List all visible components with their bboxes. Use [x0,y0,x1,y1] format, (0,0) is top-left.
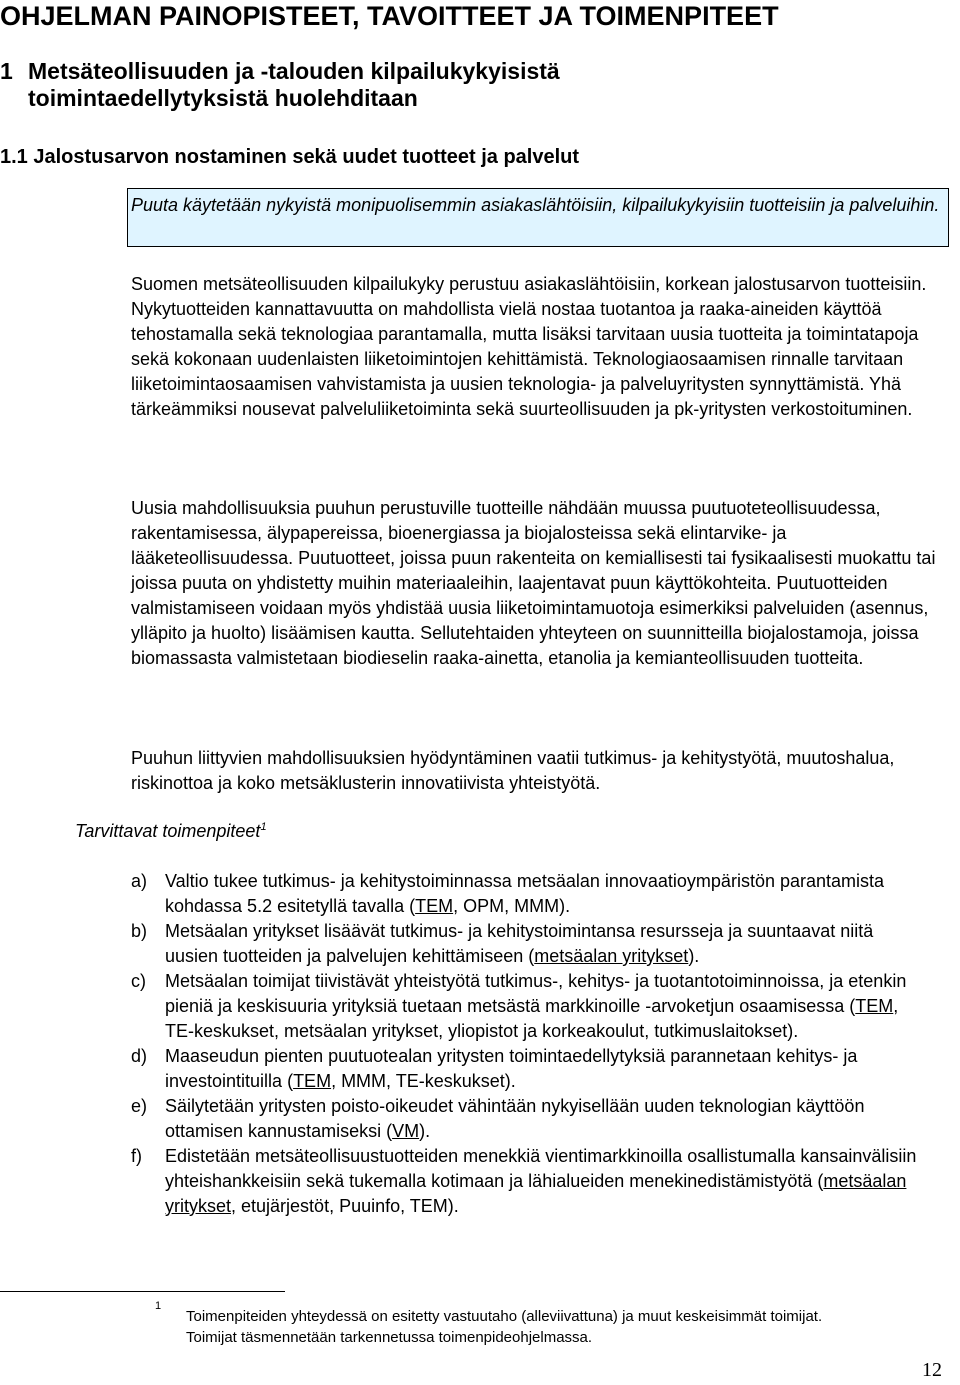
page-number: 12 [922,1359,942,1381]
measure-item-b [131,919,931,969]
measure-label: d) [131,1046,148,1066]
measure-label: b) [131,921,148,941]
measure-item-f [131,1144,931,1219]
measure-text-before: Edistetään metsäteollisuustuotteiden menekkiä vientimarkkinoilla osallistumalla kansainvälisiin yhteishankkeisiin sekä tukemalla kotimaan ja lähialueiden menekinedistämistyötä ( [165,1146,917,1191]
measure-text-after: , TE-keskukset, metsäalan yritykset, yliopistot ja korkeakoulut, tutkimuslaitokset). [165,996,899,1041]
measure-label: c) [131,971,146,991]
footnote-divider [0,1291,285,1292]
measure-text-after: ). [688,946,700,966]
measure-text-after: , etujärjestöt, Puuinfo, TEM). [231,1196,459,1216]
measure-text-before: Maaseudun pienten puutuotealan yritysten toimintaedellytyksiä parannetaan kehitys- ja investointituilla ( [165,1046,858,1091]
section-number: 1 [0,58,13,84]
measure-label: f) [131,1146,142,1166]
responsible-party: metsäalan yritykset [534,946,689,966]
paragraph-2: Uusia mahdollisuuksia puuhun perustuville tuotteille nähdään muussa puutuoteteollisuudessa, rakentamisessa, älypapereissa, bioenergiassa ja biojalosteissa sekä elintarvike- ja lääketeollisuudessa. Puutuotteet, joissa puun rakenteita on kemiallisesti tai fysikaalisesti muokattu tai joissa puuta on yhdistetty muihin materiaaleihin, laajentavat puun käyttökohteita. Puutuotteiden valmistamiseen voidaan myös yhdistää uusia liiketoimintamuotoja esimerkiksi palveluiden (asennus, ylläpito ja huolto) lisäämisen kautta. Sellutehtaiden yhteyteen on suunnitteilla biojalostamoja, joissa biomassasta valmistetaan biodieselin raaka-ainetta, etanolia ja kemianteollisuuden tuotteita. [131,498,936,668]
goal-box [127,188,949,247]
paragraph-3: Puuhun liittyvien mahdollisuuksien hyödyntäminen vaatii tutkimus- ja kehitystyötä, muutoshalua, riskinottoa ja koko metsäklusterin innovatiivista yhteistyötä. [131,748,895,793]
section-title-line2: toimintaedellytyksistä huolehditaan [28,85,418,111]
measure-item-a [131,869,931,919]
footnote-text [186,1306,956,1348]
measure-item-c [131,969,931,1044]
measure-text [165,869,931,919]
responsible-party: metsäalan yritykset [165,1171,907,1216]
measure-text [165,1044,931,1094]
footnote-line1: Toimenpiteiden yhteydessä on esitetty vastuutaho (alleviivattuna) ja muut keskeisimmät toimijat. [186,1308,823,1325]
measure-text [165,919,931,969]
footnote-ref: 1 [260,821,267,833]
measure-text [165,1144,931,1219]
measure-text-after: ). [419,1121,431,1141]
measure-text-before: Säilytetään yritysten poisto-oikeudet vähintään nykyisellään uuden teknologian käyttöön ottamisen kannustamiseksi ( [165,1096,865,1141]
measure-label: e) [131,1096,148,1116]
measure-text-before: Valtio tukee tutkimus- ja kehitystoiminnassa metsäalan innovaatioympäristön parantamista kohdassa 5.2 esitetyllä tavalla ( [165,871,885,916]
measure-item-e [131,1094,931,1144]
responsible-party: TEM [855,996,894,1016]
measure-text-before: Metsäalan yritykset lisäävät tutkimus- ja kehitystoimintansa resursseja ja suuntaavat niitä uusien tuotteiden ja palvelujen kehittämiseen ( [165,921,874,966]
measures-heading-text: Tarvittavat toimenpiteet [75,821,261,841]
responsible-party: TEM [415,896,454,916]
measure-text [165,1094,931,1144]
measures-heading [75,819,267,844]
measure-item-d [131,1044,931,1094]
goal-text: Puuta käytetään nykyistä monipuolisemmin asiakaslähtöisiin, kilpailukykyisiin tuotteisiin ja palveluihin. [131,195,940,215]
measure-label: a) [131,871,148,891]
section-heading [0,58,560,112]
footnote-line2: Toimijat täsmennetään tarkennetussa toimenpideohjelmassa. [186,1329,593,1346]
measure-text-after: , MMM, TE-keskukset). [331,1071,516,1091]
subsection-heading: 1.1 Jalostusarvon nostaminen sekä uudet tuotteet ja palvelut [0,146,580,168]
measure-text [165,969,931,1044]
paragraph-1: Suomen metsäteollisuuden kilpailukyky perustuu asiakaslähtöisiin, korkean jalostusarvon tuotteisiin. Nykytuotteiden kannattavuutta on mahdollista vielä nostaa tuotantoa ja raaka-aineiden käyttöä tehostamalla sekä teknologiaa parantamalla, mutta lisäksi tarvitaan uusia tuotteita ja toimintatapoja sekä kokonaan uudenlaisten liiketoimintojen kehittämistä. Teknologiaosaamisen rinnalle tarvitaan liiketoimintaosaamisen vahvistamista ja uusien teknologia- ja palveluyritysten synnyttämistä. Yhä tärkeämmiksi nousevat palveluliiketoiminta sekä suurteollisuuden ja pk-yritysten verkostoituminen. [131,274,927,419]
measures-list [131,869,931,1219]
measure-text-after: , OPM, MMM). [453,896,571,916]
responsible-party: VM [392,1121,420,1141]
document-title: OHJELMAN PAINOPISTEET, TAVOITTEET JA TOIMENPITEET [0,1,779,31]
footnote-mark: 1 [155,1300,162,1312]
responsible-party: TEM [293,1071,332,1091]
section-title-line1: Metsäteollisuuden ja -talouden kilpailukykyisistä [28,58,560,84]
measure-text-before: Metsäalan toimijat tiivistävät yhteistyötä tutkimus-, kehitys- ja tuotantotoiminnoissa, ja etenkin pieniä ja keskisuuria yrityksiä tuetaan metsästä markkinoille -arvoketjun osaamisessa ( [165,971,907,1016]
